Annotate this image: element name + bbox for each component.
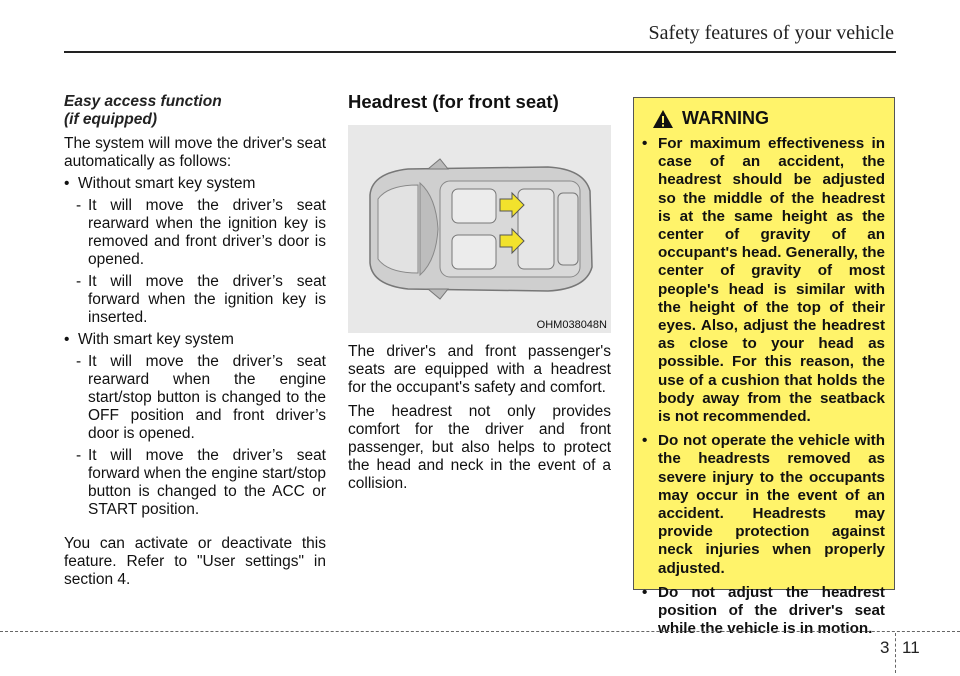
vehicle-top-view-illustration <box>348 125 611 333</box>
warning-item: • Do not adjust the headrest position of the driver's seat while the vehicle is in motion. <box>642 583 885 638</box>
headrest-paragraph-1: The driver's and front passenger's seats are equipped with a headrest for the occupant's safety and comfort. <box>348 343 611 396</box>
footer-rule <box>0 631 960 632</box>
headrest-section-title: Headrest (for front seat) <box>348 91 559 112</box>
subhead-line-2: (if equipped) <box>64 111 157 128</box>
warning-item: • For maximum effectiveness in case of an accident, the headrest should be adjusted so the middle of the headrest is at the same height as the center of gravity of an occupant's head. Generally, the center of gravity of most people's head is similar with the height of the top of their eyes. Also, adjust the headrest as close to your head as possible. For this reason, the use of a cushion that holds the body away from the seatback is not recommended. <box>642 135 885 426</box>
dash-item-text: It will move the driver’s seat rearward when the ignition key is removed and front driver’s door is opened. <box>88 197 326 268</box>
dash-item: - It will move the driver’s seat rearward when the engine start/stop button is changed to the OFF position and front driver’s door is opened. <box>76 353 326 442</box>
dash-item: - It will move the driver’s seat rearward when the ignition key is removed and front driver’s door is opened. <box>76 197 326 268</box>
headrest-paragraph-2: The headrest not only provides comfort for the driver and front passenger, but also helps to protect the head and neck in the event of a collision. <box>348 403 611 492</box>
dash-item: - It will move the driver’s seat forward when the ignition key is inserted. <box>76 273 326 326</box>
warning-item-text: Do not adjust the headrest position of the driver's seat while the vehicle is in motion. <box>658 583 885 638</box>
subhead-line-1: Easy access function <box>64 93 222 110</box>
page-number: 11 <box>902 638 920 657</box>
bullet-mark: • <box>64 175 70 192</box>
middle-column <box>348 93 611 493</box>
vehicle-top-view-figure <box>348 125 611 333</box>
page-number-separator <box>895 633 896 673</box>
bullet-with-smart-key <box>64 331 326 349</box>
warning-item-text: Do not operate the vehicle with the headrests removed as severe injury to the occupants may occur in the event of an accident. Headrests may provide protection against neck injuries when properly adjusted. <box>658 432 885 577</box>
chapter-number: 3 <box>880 638 890 657</box>
subhead-easy-access <box>64 93 326 129</box>
header-rule <box>64 51 896 53</box>
intro-paragraph: The system will move the driver's seat automatically as follows: <box>64 135 326 170</box>
bullet-label: Without smart key system <box>78 175 256 192</box>
section-header-title: Safety features of your vehicle <box>648 22 894 44</box>
bullet-label: With smart key system <box>78 331 234 348</box>
warning-item-text: For maximum effectiveness in case of an accident, the headrest should be adjusted so the middle of the headrest is at the same height as the center of gravity of an occupant's head. Generally, the center of gravity of most people's head is similar with the height of the top of their eyes. Also, adjust the headrest as close to your head as possible. For this reason, the use of a cushion that holds the body away from the seatback is not recommended. <box>658 135 885 426</box>
warning-box <box>633 97 895 638</box>
bullet-without-smart-key <box>64 175 326 193</box>
dash-item: - It will move the driver’s seat forward when the engine start/stop button is changed to the ACC or START position. <box>76 447 326 518</box>
warning-title: WARNING <box>682 108 769 128</box>
closing-paragraph: You can activate or deactivate this feature. Refer to "User settings" in section 4. <box>64 535 326 588</box>
warning-item: • Do not operate the vehicle with the headrests removed as severe injury to the occupants may occur in the event of an accident. Headrests may provide protection against neck injuries when properly adjusted. <box>642 432 885 577</box>
bullet-mark: • <box>64 331 70 348</box>
warning-header <box>652 108 894 129</box>
dash-item-text: It will move the driver’s seat forward when the engine start/stop button is changed to the ACC or START position. <box>88 447 326 518</box>
left-column <box>64 93 326 589</box>
dash-item-text: It will move the driver’s seat forward when the ignition key is inserted. <box>88 273 326 326</box>
dash-item-text: It will move the driver’s seat rearward when the engine start/stop button is changed to the OFF position and front driver’s door is opened. <box>88 353 326 442</box>
figure-code: OHM038048N <box>536 319 607 331</box>
warning-triangle-icon <box>652 109 674 129</box>
